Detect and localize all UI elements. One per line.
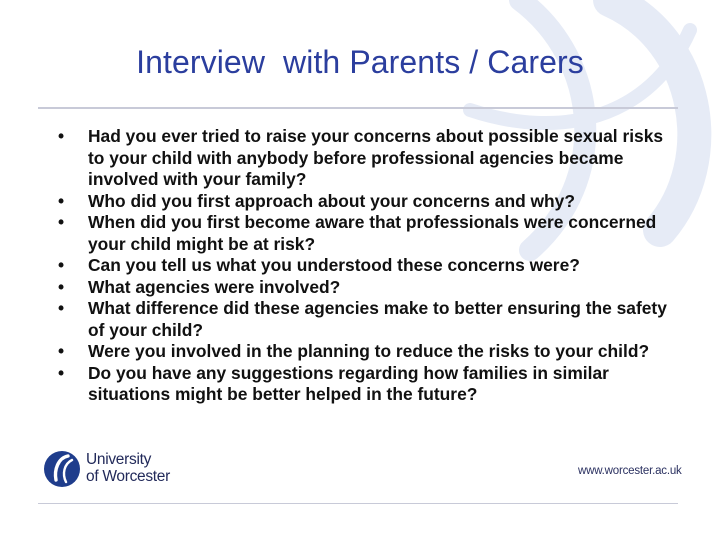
list-item bbox=[58, 363, 678, 406]
question-text: Can you tell us what you understood these concerns were? bbox=[88, 255, 580, 275]
question-text: Had you ever tried to raise your concerns about possible sexual risks to your child with anybody before professional agencies became involved with your family? bbox=[88, 126, 664, 189]
bullet-dot: • bbox=[58, 341, 65, 361]
bullet-dot: • bbox=[58, 298, 65, 318]
title-divider bbox=[38, 107, 678, 109]
list-item bbox=[58, 126, 678, 191]
list-item bbox=[58, 277, 678, 299]
list-item bbox=[58, 191, 678, 213]
question-text: What agencies were involved? bbox=[88, 276, 341, 297]
logo-line-2: of Worcester bbox=[86, 468, 170, 485]
question-text: What difference did these agencies make to better ensuring the safety of your child? bbox=[88, 298, 667, 340]
list-item bbox=[58, 212, 678, 255]
website-url: www.worcester.ac.uk bbox=[578, 465, 682, 477]
logo-line-1: University bbox=[86, 451, 152, 468]
question-text: Were you involved in the planning to reduce the risks to your child? bbox=[88, 341, 650, 361]
question-text: Who did you first approach about your concerns and why? bbox=[88, 190, 575, 211]
question-text: Do you have any suggestions regarding how families in similar situations might be better helped in the future? bbox=[88, 362, 609, 404]
slide-title: Interview with Parents / Carers bbox=[136, 44, 584, 80]
bullet-dot: • bbox=[58, 190, 65, 211]
bullet-dot: • bbox=[58, 276, 65, 297]
bullet-dot: • bbox=[58, 255, 65, 275]
list-item bbox=[58, 255, 678, 277]
logo-wordmark bbox=[86, 451, 170, 485]
list-item bbox=[58, 341, 678, 363]
bullet-dot: • bbox=[58, 212, 65, 232]
footer-divider bbox=[38, 503, 678, 504]
bullet-dot: • bbox=[58, 126, 65, 146]
university-logo bbox=[42, 448, 182, 490]
question-list bbox=[58, 126, 678, 406]
logo-emblem-icon bbox=[42, 448, 82, 490]
list-item bbox=[58, 298, 678, 341]
question-text: When did you first become aware that professionals were concerned your child might be at risk? bbox=[88, 212, 657, 254]
bullet-dot: • bbox=[58, 362, 65, 383]
